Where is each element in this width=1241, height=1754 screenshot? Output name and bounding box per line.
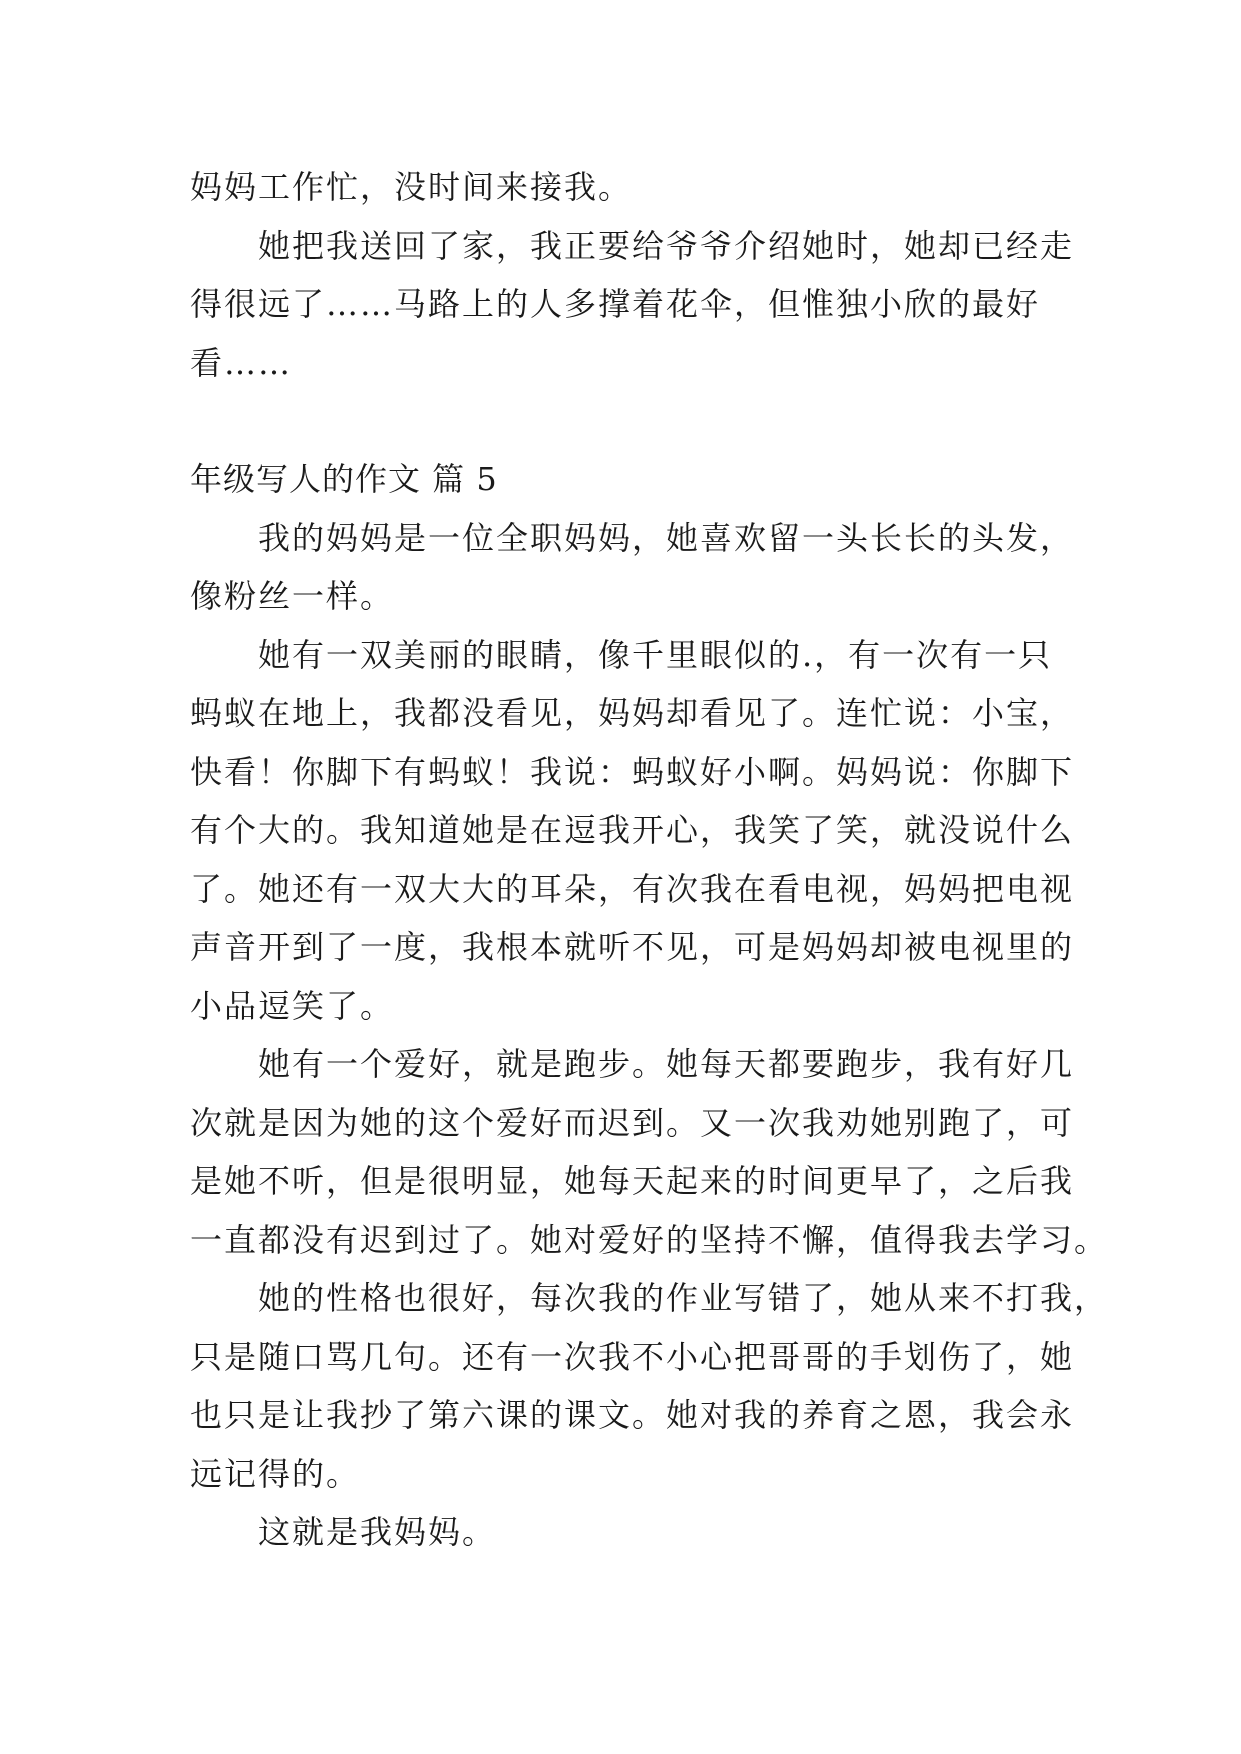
text-line: 这就是我妈妈。 <box>258 1513 497 1551</box>
text-line: 也只是让我抄了第六课的课文。她对我的养育之恩，我会永 <box>190 1396 1075 1434</box>
text-line: 声音开到了一度，我根本就听不见，可是妈妈却被电视里的 <box>190 928 1075 966</box>
text-line: 是她不听，但是很明显，她每天起来的时间更早了，之后我 <box>190 1162 1075 1200</box>
text-line: 远记得的。 <box>190 1454 361 1493</box>
section-heading: 年级写人的作文 篇 5 <box>190 460 498 498</box>
text-line: 只是随口骂几句。还有一次我不小心把哥哥的手划伤了，她 <box>190 1337 1075 1376</box>
text-line: 次就是因为她的这个爱好而迟到。又一次我劝她别跑了，可 <box>190 1103 1075 1142</box>
section-spacer <box>190 392 1070 450</box>
text-line: 一直都没有迟到过了。她对爱好的坚持不懈，值得我去学习。 <box>190 1220 1109 1259</box>
text-line: 像粉丝一样。 <box>190 577 395 615</box>
text-line: 有个大的。我知道她是在逗我开心，我笑了笑，就没说什么 <box>190 811 1075 849</box>
text-line: 我的妈妈是一位全职妈妈，她喜欢留一头长长的头发， <box>258 518 1075 557</box>
text-line: 蚂蚁在地上，我都没看见，妈妈却看见了。连忙说：小宝， <box>190 694 1075 732</box>
text-line: 她有一个爱好，就是跑步。她每天都要跑步，我有好几 <box>258 1045 1075 1083</box>
text-line: 她有一双美丽的眼睛，像千里眼似的.，有一次有一只 <box>258 635 1053 674</box>
text-line: 得很远了……马路上的人多撑着花伞，但惟独小欣的最好 <box>190 285 1041 323</box>
text-line: 快看！你脚下有蚂蚁！我说：蚂蚁好小啊。妈妈说：你脚下 <box>190 752 1075 791</box>
document-body <box>190 158 1109 1562</box>
text-line: 她的性格也很好，每次我的作业写错了，她从来不打我， <box>258 1279 1109 1317</box>
text-line: 了。她还有一双大大的耳朵，有次我在看电视，妈妈把电视 <box>190 869 1075 908</box>
text-line: 妈妈工作忙，没时间来接我。 <box>190 168 633 206</box>
text-line: 看…… <box>190 343 293 382</box>
text-line: 她把我送回了家，我正要给爷爷介绍她时，她却已经走 <box>258 226 1075 265</box>
text-line: 小品逗笑了。 <box>190 986 395 1025</box>
